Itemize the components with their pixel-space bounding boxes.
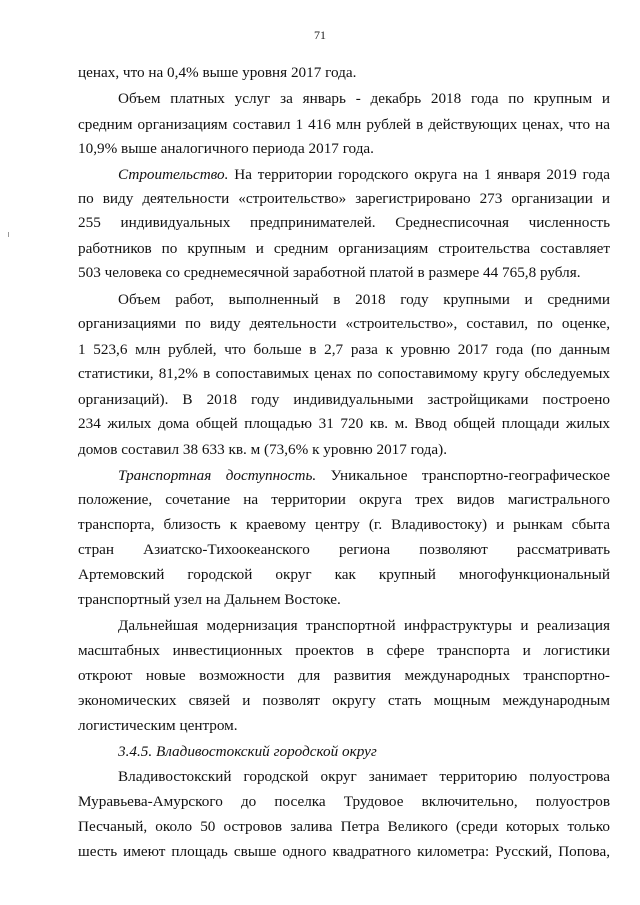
text-line: экономических связей и позволят округу стать мощным международным [78,692,610,709]
text-line: Дальнейшая модернизация транспортной инфраструктуры и реализация [118,617,610,634]
text-line: положение, сочетание на территории округа трех видов магистрального [78,491,610,508]
text-line: 503 человека со среднемесячной заработной платой в размере 44 765,8 рубля. [78,264,581,281]
page-number: 71 [314,28,326,42]
text-line: откроют новые возможности для развития международных транспортно- [78,667,610,684]
text-line: 10,9% выше аналогичного периода 2017 года. [78,140,374,157]
section-lead-construction: Строительство. [118,166,229,183]
text-line: организациями по виду деятельности «строительство», составил, по оценке, [78,315,610,332]
text-line: транспорта, близость к краевому центру (г. Владивостоку) и рынкам сбыта [78,516,610,533]
text-line: Владивостокский городской округ занимает территорию полуострова [118,768,610,785]
text-line: средним организациям составил 1 416 млн рублей в действующих ценах, что на [78,116,610,133]
scan-margin-mark [8,232,9,237]
text-line: логистическим центром. [78,717,238,734]
text-line: стран Азиатско-Тихоокеанского региона позволяют рассматривать [78,541,610,558]
text-line: 234 жилых дома общей площадью 31 720 кв. м. Ввод общей площади жилых [78,415,610,432]
text-line: шесть имеют площадь свыше одного квадратного километра: Русский, Попова, [78,843,610,860]
text-line: Артемовский городской округ как крупный многофункциональный [78,566,610,583]
text-line: масштабных инвестиционных проектов в сфере транспорта и логистики [78,642,610,659]
section-lead-transport: Транспортная доступность. [118,467,317,484]
text-line: по виду деятельности «строительство» зарегистрировано 273 организации и [78,190,610,207]
text-line: 1 523,6 млн рублей, что больше в 2,7 раза к уровню 2017 года (по данным [78,341,610,358]
text-line: ценах, что на 0,4% выше уровня 2017 года. [78,64,357,81]
text-line: Муравьева-Амурского до поселка Трудовое включительно, полуостров [78,793,610,810]
text-line: домов составил 38 633 кв. м (73,6% к уровню 2017 года). [78,441,447,458]
text-line: работников по крупным и средним организациям строительства составляет [78,240,610,257]
text-line: статистики, 81,2% в сопоставимых ценах по сопоставимому кругу обследуемых [78,365,610,382]
text-line: Объем платных услуг за январь - декабрь 2018 года по крупным и [118,90,610,107]
text-line: организаций). В 2018 году индивидуальными застройщиками построено [78,391,610,408]
text-line: Объем работ, выполненный в 2018 году крупными и средними [118,291,610,308]
text-line [118,166,610,184]
text-line: 255 индивидуальных предпринимателей. Среднесписочная численность [78,214,610,231]
section-heading: 3.4.5. Владивостокский городской округ [118,743,377,760]
text-line: транспортный узел на Дальнем Востоке. [78,591,341,608]
text-line [118,467,610,485]
text-line: Песчаный, около 50 островов залива Петра Великого (среди которых только [78,818,610,835]
text-span: Уникальное транспортно-географическое [316,467,610,484]
text-span: На территории городского округа на 1 января 2019 года [228,166,610,183]
